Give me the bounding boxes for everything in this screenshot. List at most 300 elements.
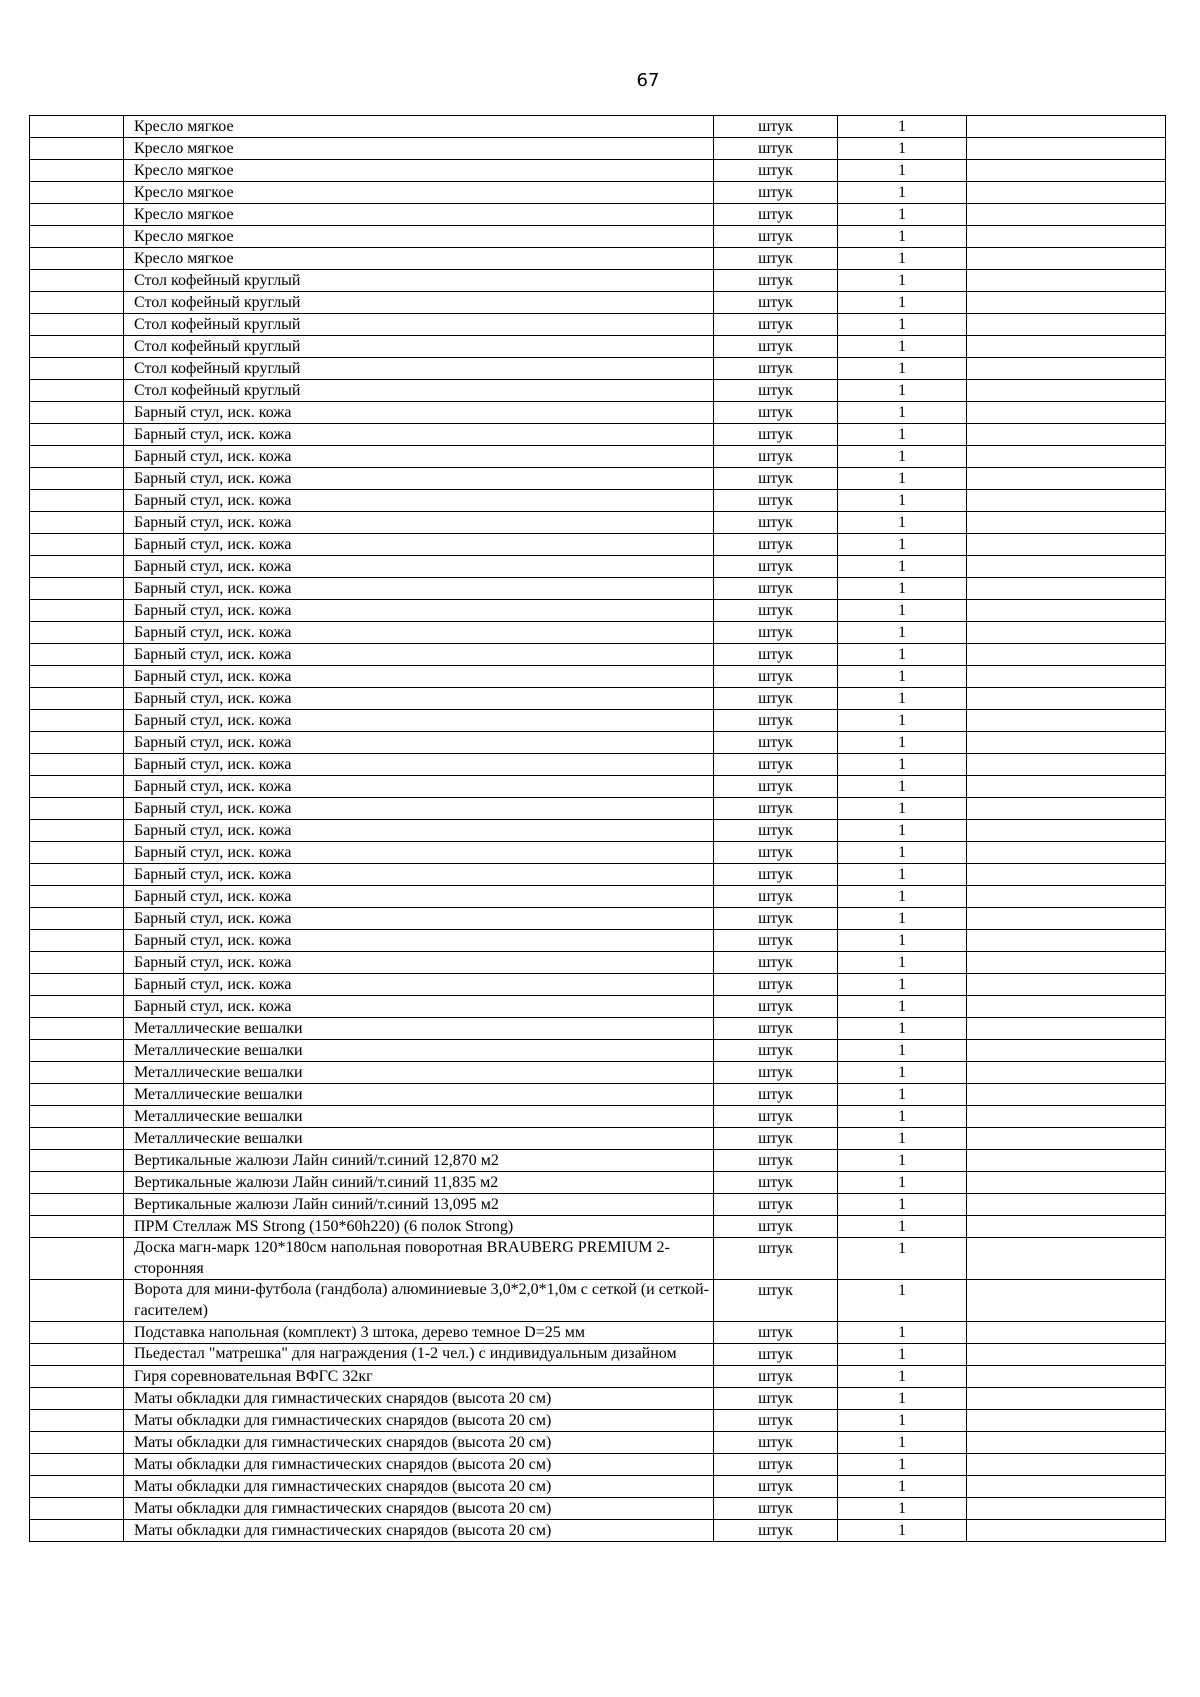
unit-cell: штук xyxy=(714,930,838,952)
row-index-cell xyxy=(30,1410,124,1432)
item-name-cell: Барный стул, иск. кожа xyxy=(124,886,714,908)
quantity-cell: 1 xyxy=(838,666,967,688)
row-index-cell xyxy=(30,622,124,644)
quantity-cell: 1 xyxy=(838,358,967,380)
unit-cell: штук xyxy=(714,1238,838,1280)
unit-cell: штук xyxy=(714,490,838,512)
unit-cell: штук xyxy=(714,534,838,556)
item-name-cell: Кресло мягкое xyxy=(124,182,714,204)
unit-cell: штук xyxy=(714,116,838,138)
item-name-cell: Стол кофейный круглый xyxy=(124,380,714,402)
quantity-cell: 1 xyxy=(838,1128,967,1150)
note-cell xyxy=(967,930,1166,952)
note-cell xyxy=(967,886,1166,908)
quantity-cell: 1 xyxy=(838,116,967,138)
table-row xyxy=(30,490,1166,512)
page-number: 67 xyxy=(636,70,660,91)
note-cell xyxy=(967,842,1166,864)
note-cell xyxy=(967,270,1166,292)
note-cell xyxy=(967,1128,1166,1150)
row-index-cell xyxy=(30,1040,124,1062)
unit-cell: штук xyxy=(714,688,838,710)
unit-cell: штук xyxy=(714,424,838,446)
table-row xyxy=(30,1366,1166,1388)
table-row xyxy=(30,820,1166,842)
row-index-cell xyxy=(30,512,124,534)
row-index-cell xyxy=(30,776,124,798)
item-name-cell: Кресло мягкое xyxy=(124,248,714,270)
note-cell xyxy=(967,754,1166,776)
note-cell xyxy=(967,1432,1166,1454)
table-row xyxy=(30,908,1166,930)
note-cell xyxy=(967,1018,1166,1040)
unit-cell: штук xyxy=(714,974,838,996)
table-row xyxy=(30,842,1166,864)
item-name-cell: Кресло мягкое xyxy=(124,160,714,182)
quantity-cell: 1 xyxy=(838,622,967,644)
row-index-cell xyxy=(30,204,124,226)
note-cell xyxy=(967,490,1166,512)
quantity-cell: 1 xyxy=(838,446,967,468)
note-cell xyxy=(967,974,1166,996)
table-row xyxy=(30,1194,1166,1216)
item-name-cell: Металлические вешалки xyxy=(124,1128,714,1150)
item-name-cell: Маты обкладки для гимнастических снарядов (высота 20 см) xyxy=(124,1498,714,1520)
note-cell xyxy=(967,1410,1166,1432)
row-index-cell xyxy=(30,996,124,1018)
table-row xyxy=(30,1106,1166,1128)
unit-cell: штук xyxy=(714,578,838,600)
quantity-cell: 1 xyxy=(838,710,967,732)
note-cell xyxy=(967,732,1166,754)
note-cell xyxy=(967,1322,1166,1344)
unit-cell: штук xyxy=(714,732,838,754)
unit-cell: штук xyxy=(714,710,838,732)
note-cell xyxy=(967,952,1166,974)
row-index-cell xyxy=(30,820,124,842)
unit-cell: штук xyxy=(714,1128,838,1150)
row-index-cell xyxy=(30,578,124,600)
quantity-cell: 1 xyxy=(838,952,967,974)
quantity-cell: 1 xyxy=(838,1216,967,1238)
item-name-cell: Барный стул, иск. кожа xyxy=(124,666,714,688)
row-index-cell xyxy=(30,1150,124,1172)
unit-cell: штук xyxy=(714,270,838,292)
item-name-cell: Барный стул, иск. кожа xyxy=(124,842,714,864)
note-cell xyxy=(967,292,1166,314)
row-index-cell xyxy=(30,446,124,468)
row-index-cell xyxy=(30,1388,124,1410)
table-row xyxy=(30,138,1166,160)
quantity-cell: 1 xyxy=(838,424,967,446)
quantity-cell: 1 xyxy=(838,1040,967,1062)
item-name-cell: Стол кофейный круглый xyxy=(124,270,714,292)
table-row xyxy=(30,710,1166,732)
unit-cell: штук xyxy=(714,1366,838,1388)
table-row xyxy=(30,358,1166,380)
unit-cell: штук xyxy=(714,1432,838,1454)
row-index-cell xyxy=(30,1454,124,1476)
unit-cell: штук xyxy=(714,776,838,798)
note-cell xyxy=(967,204,1166,226)
note-cell xyxy=(967,1344,1166,1366)
table-row xyxy=(30,424,1166,446)
item-name-cell: Кресло мягкое xyxy=(124,116,714,138)
note-cell xyxy=(967,1498,1166,1520)
table-row xyxy=(30,776,1166,798)
row-index-cell xyxy=(30,402,124,424)
row-index-cell xyxy=(30,1084,124,1106)
row-index-cell xyxy=(30,1432,124,1454)
unit-cell: штук xyxy=(714,1476,838,1498)
quantity-cell: 1 xyxy=(838,468,967,490)
row-index-cell xyxy=(30,292,124,314)
table-row xyxy=(30,930,1166,952)
note-cell xyxy=(967,908,1166,930)
item-name-cell: Барный стул, иск. кожа xyxy=(124,820,714,842)
item-name-cell: Маты обкладки для гимнастических снарядов (высота 20 см) xyxy=(124,1454,714,1476)
item-name-cell: Барный стул, иск. кожа xyxy=(124,512,714,534)
table-row xyxy=(30,1520,1166,1542)
note-cell xyxy=(967,776,1166,798)
note-cell xyxy=(967,600,1166,622)
quantity-cell: 1 xyxy=(838,754,967,776)
table-row xyxy=(30,1128,1166,1150)
item-name-cell: Барный стул, иск. кожа xyxy=(124,622,714,644)
note-cell xyxy=(967,1280,1166,1322)
unit-cell: штук xyxy=(714,600,838,622)
unit-cell: штук xyxy=(714,1520,838,1542)
quantity-cell: 1 xyxy=(838,578,967,600)
item-name-cell: Барный стул, иск. кожа xyxy=(124,468,714,490)
item-name-cell: Барный стул, иск. кожа xyxy=(124,996,714,1018)
item-name-cell: Барный стул, иск. кожа xyxy=(124,732,714,754)
quantity-cell: 1 xyxy=(838,248,967,270)
note-cell xyxy=(967,1062,1166,1084)
quantity-cell: 1 xyxy=(838,160,967,182)
inventory-table xyxy=(29,115,1166,1542)
item-name-cell: Доска магн-марк 120*180см напольная поворотная BRAUBERG PREMIUM 2-сторонняя xyxy=(124,1238,714,1280)
item-name-cell: Барный стул, иск. кожа xyxy=(124,490,714,512)
item-name-cell: Стол кофейный круглый xyxy=(124,314,714,336)
table-row xyxy=(30,402,1166,424)
unit-cell: штук xyxy=(714,1216,838,1238)
unit-cell: штук xyxy=(714,1388,838,1410)
item-name-cell: Барный стул, иск. кожа xyxy=(124,424,714,446)
unit-cell: штук xyxy=(714,556,838,578)
quantity-cell: 1 xyxy=(838,226,967,248)
table-row xyxy=(30,688,1166,710)
table-row xyxy=(30,886,1166,908)
unit-cell: штук xyxy=(714,864,838,886)
unit-cell: штук xyxy=(714,1172,838,1194)
note-cell xyxy=(967,160,1166,182)
unit-cell: штук xyxy=(714,1106,838,1128)
row-index-cell xyxy=(30,424,124,446)
item-name-cell: Барный стул, иск. кожа xyxy=(124,644,714,666)
table-row xyxy=(30,1344,1166,1366)
unit-cell: штук xyxy=(714,1084,838,1106)
item-name-cell: Стол кофейный круглый xyxy=(124,292,714,314)
note-cell xyxy=(967,864,1166,886)
note-cell xyxy=(967,578,1166,600)
note-cell xyxy=(967,424,1166,446)
quantity-cell: 1 xyxy=(838,380,967,402)
table-row xyxy=(30,1040,1166,1062)
quantity-cell: 1 xyxy=(838,688,967,710)
note-cell xyxy=(967,402,1166,424)
row-index-cell xyxy=(30,886,124,908)
quantity-cell: 1 xyxy=(838,864,967,886)
table-row xyxy=(30,578,1166,600)
row-index-cell xyxy=(30,1106,124,1128)
quantity-cell: 1 xyxy=(838,1280,967,1322)
note-cell xyxy=(967,468,1166,490)
row-index-cell xyxy=(30,336,124,358)
quantity-cell: 1 xyxy=(838,1366,967,1388)
row-index-cell xyxy=(30,952,124,974)
note-cell xyxy=(967,1454,1166,1476)
note-cell xyxy=(967,534,1166,556)
quantity-cell: 1 xyxy=(838,996,967,1018)
note-cell xyxy=(967,446,1166,468)
unit-cell: штук xyxy=(714,644,838,666)
table-row xyxy=(30,314,1166,336)
quantity-cell: 1 xyxy=(838,1106,967,1128)
table-row xyxy=(30,600,1166,622)
unit-cell: штук xyxy=(714,1018,838,1040)
quantity-cell: 1 xyxy=(838,600,967,622)
row-index-cell xyxy=(30,1344,124,1366)
row-index-cell xyxy=(30,1476,124,1498)
item-name-cell: Маты обкладки для гимнастических снарядов (высота 20 см) xyxy=(124,1432,714,1454)
unit-cell: штук xyxy=(714,314,838,336)
item-name-cell: Барный стул, иск. кожа xyxy=(124,556,714,578)
note-cell xyxy=(967,1366,1166,1388)
note-cell xyxy=(967,116,1166,138)
table-row xyxy=(30,116,1166,138)
note-cell xyxy=(967,1150,1166,1172)
item-name-cell: Маты обкладки для гимнастических снарядов (высота 20 см) xyxy=(124,1520,714,1542)
table-row xyxy=(30,1018,1166,1040)
inventory-table-body xyxy=(30,116,1166,1542)
row-index-cell xyxy=(30,644,124,666)
unit-cell: штук xyxy=(714,820,838,842)
row-index-cell xyxy=(30,732,124,754)
item-name-cell: Барный стул, иск. кожа xyxy=(124,776,714,798)
table-row xyxy=(30,1388,1166,1410)
row-index-cell xyxy=(30,710,124,732)
unit-cell: штук xyxy=(714,886,838,908)
item-name-cell: Барный стул, иск. кожа xyxy=(124,864,714,886)
unit-cell: штук xyxy=(714,160,838,182)
row-index-cell xyxy=(30,798,124,820)
table-row xyxy=(30,336,1166,358)
unit-cell: штук xyxy=(714,138,838,160)
unit-cell: штук xyxy=(714,1410,838,1432)
note-cell xyxy=(967,996,1166,1018)
unit-cell: штук xyxy=(714,996,838,1018)
note-cell xyxy=(967,556,1166,578)
item-name-cell: Пьедестал "матрешка" для награждения (1-2 чел.) с индивидуальным дизайном xyxy=(124,1344,714,1366)
item-name-cell: Кресло мягкое xyxy=(124,226,714,248)
row-index-cell xyxy=(30,556,124,578)
row-index-cell xyxy=(30,754,124,776)
item-name-cell: Ворота для мини-футбола (гандбола) алюминиевые 3,0*2,0*1,0м с сеткой (и сеткой-гасителем) xyxy=(124,1280,714,1322)
unit-cell: штук xyxy=(714,1280,838,1322)
unit-cell: штук xyxy=(714,622,838,644)
unit-cell: штук xyxy=(714,380,838,402)
unit-cell: штук xyxy=(714,402,838,424)
note-cell xyxy=(967,380,1166,402)
quantity-cell: 1 xyxy=(838,402,967,424)
quantity-cell: 1 xyxy=(838,1018,967,1040)
item-name-cell: Металлические вешалки xyxy=(124,1018,714,1040)
unit-cell: штук xyxy=(714,1062,838,1084)
unit-cell: штук xyxy=(714,1040,838,1062)
table-row xyxy=(30,160,1166,182)
row-index-cell xyxy=(30,1498,124,1520)
table-row xyxy=(30,1410,1166,1432)
item-name-cell: Металлические вешалки xyxy=(124,1084,714,1106)
row-index-cell xyxy=(30,116,124,138)
unit-cell: штук xyxy=(714,204,838,226)
note-cell xyxy=(967,512,1166,534)
unit-cell: штук xyxy=(714,1454,838,1476)
quantity-cell: 1 xyxy=(838,1432,967,1454)
note-cell xyxy=(967,314,1166,336)
item-name-cell: ПРМ Стеллаж MS Strong (150*60h220) (6 полок Strong) xyxy=(124,1216,714,1238)
note-cell xyxy=(967,688,1166,710)
table-row xyxy=(30,1498,1166,1520)
quantity-cell: 1 xyxy=(838,1238,967,1280)
item-name-cell: Барный стул, иск. кожа xyxy=(124,534,714,556)
row-index-cell xyxy=(30,490,124,512)
item-name-cell: Барный стул, иск. кожа xyxy=(124,952,714,974)
quantity-cell: 1 xyxy=(838,182,967,204)
quantity-cell: 1 xyxy=(838,886,967,908)
note-cell xyxy=(967,226,1166,248)
table-row xyxy=(30,1150,1166,1172)
table-row xyxy=(30,996,1166,1018)
row-index-cell xyxy=(30,974,124,996)
table-row xyxy=(30,556,1166,578)
unit-cell: штук xyxy=(714,1498,838,1520)
row-index-cell xyxy=(30,1520,124,1542)
quantity-cell: 1 xyxy=(838,1062,967,1084)
item-name-cell: Вертикальные жалюзи Лайн синий/т.синий 11,835 м2 xyxy=(124,1172,714,1194)
table-row xyxy=(30,1172,1166,1194)
note-cell xyxy=(967,644,1166,666)
table-row xyxy=(30,666,1166,688)
row-index-cell xyxy=(30,930,124,952)
unit-cell: штук xyxy=(714,952,838,974)
row-index-cell xyxy=(30,534,124,556)
quantity-cell: 1 xyxy=(838,534,967,556)
quantity-cell: 1 xyxy=(838,732,967,754)
item-name-cell: Барный стул, иск. кожа xyxy=(124,578,714,600)
quantity-cell: 1 xyxy=(838,292,967,314)
row-index-cell xyxy=(30,160,124,182)
unit-cell: штук xyxy=(714,842,838,864)
quantity-cell: 1 xyxy=(838,1388,967,1410)
quantity-cell: 1 xyxy=(838,336,967,358)
note-cell xyxy=(967,1520,1166,1542)
row-index-cell xyxy=(30,1216,124,1238)
item-name-cell: Барный стул, иск. кожа xyxy=(124,754,714,776)
quantity-cell: 1 xyxy=(838,1520,967,1542)
table-row xyxy=(30,1322,1166,1344)
table-row xyxy=(30,1238,1166,1280)
item-name-cell: Барный стул, иск. кожа xyxy=(124,446,714,468)
item-name-cell: Барный стул, иск. кожа xyxy=(124,798,714,820)
table-row xyxy=(30,1454,1166,1476)
table-row xyxy=(30,974,1166,996)
unit-cell: штук xyxy=(714,358,838,380)
item-name-cell: Вертикальные жалюзи Лайн синий/т.синий 12,870 м2 xyxy=(124,1150,714,1172)
table-row xyxy=(30,952,1166,974)
table-row xyxy=(30,248,1166,270)
item-name-cell: Маты обкладки для гимнастических снарядов (высота 20 см) xyxy=(124,1410,714,1432)
row-index-cell xyxy=(30,226,124,248)
unit-cell: штук xyxy=(714,1344,838,1366)
quantity-cell: 1 xyxy=(838,1410,967,1432)
row-index-cell xyxy=(30,600,124,622)
item-name-cell: Барный стул, иск. кожа xyxy=(124,688,714,710)
unit-cell: штук xyxy=(714,754,838,776)
unit-cell: штук xyxy=(714,248,838,270)
table-row xyxy=(30,622,1166,644)
table-row xyxy=(30,534,1166,556)
table-row xyxy=(30,292,1166,314)
unit-cell: штук xyxy=(714,1322,838,1344)
unit-cell: штук xyxy=(714,468,838,490)
item-name-cell: Кресло мягкое xyxy=(124,138,714,160)
note-cell xyxy=(967,1388,1166,1410)
note-cell xyxy=(967,336,1166,358)
quantity-cell: 1 xyxy=(838,270,967,292)
unit-cell: штук xyxy=(714,1150,838,1172)
table-row xyxy=(30,644,1166,666)
unit-cell: штук xyxy=(714,182,838,204)
quantity-cell: 1 xyxy=(838,930,967,952)
note-cell xyxy=(967,138,1166,160)
row-index-cell xyxy=(30,1062,124,1084)
table-row xyxy=(30,468,1166,490)
table-row xyxy=(30,380,1166,402)
item-name-cell: Барный стул, иск. кожа xyxy=(124,930,714,952)
row-index-cell xyxy=(30,380,124,402)
row-index-cell xyxy=(30,1280,124,1322)
note-cell xyxy=(967,798,1166,820)
unit-cell: штук xyxy=(714,292,838,314)
quantity-cell: 1 xyxy=(838,776,967,798)
quantity-cell: 1 xyxy=(838,1454,967,1476)
note-cell xyxy=(967,1194,1166,1216)
row-index-cell xyxy=(30,270,124,292)
unit-cell: штук xyxy=(714,226,838,248)
note-cell xyxy=(967,666,1166,688)
quantity-cell: 1 xyxy=(838,138,967,160)
quantity-cell: 1 xyxy=(838,556,967,578)
quantity-cell: 1 xyxy=(838,798,967,820)
table-row xyxy=(30,1216,1166,1238)
item-name-cell: Барный стул, иск. кожа xyxy=(124,710,714,732)
item-name-cell: Гиря соревновательная ВФГС 32кг xyxy=(124,1366,714,1388)
quantity-cell: 1 xyxy=(838,1344,967,1366)
quantity-cell: 1 xyxy=(838,1322,967,1344)
quantity-cell: 1 xyxy=(838,842,967,864)
